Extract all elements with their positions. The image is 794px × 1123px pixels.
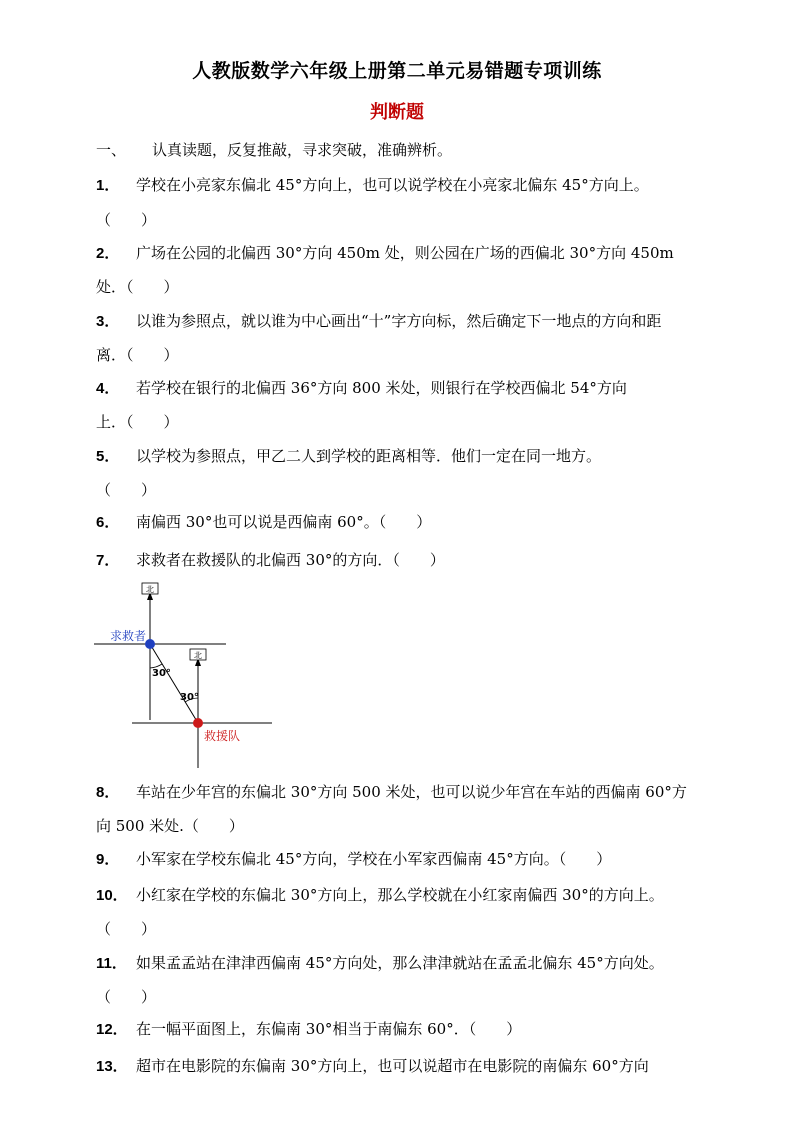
answer-blank-2[interactable]: 处．（ ）: [96, 278, 179, 296]
question-13: [96, 1056, 649, 1077]
rescuee-label: 求救者: [110, 629, 147, 643]
question-number: 4．: [96, 380, 120, 397]
answer-blank-3[interactable]: 离．（ ）: [96, 346, 179, 364]
question-11: [96, 953, 664, 974]
question-number: 2．: [96, 245, 120, 262]
instruction-text: 认真读题，反复推敲，寻求突破，准确辨析。: [152, 141, 453, 159]
team-point: [193, 718, 203, 728]
rescuee-point: [145, 639, 155, 649]
question-2: [96, 243, 674, 264]
section-title: 判断题: [370, 102, 424, 123]
question-12: [96, 1019, 521, 1040]
answer-blank-1[interactable]: （ ）: [96, 211, 157, 229]
question-text: 广场在公园的北偏西 30°方向 450m 处，则公园在广场的西偏北 30°方向 450m: [136, 244, 674, 262]
question-1: [96, 175, 649, 196]
rescuee-north-label: 北: [146, 585, 154, 594]
question-text: 在一幅平面图上，东偏南 30°相当于南偏东 60°．（ ）: [136, 1020, 522, 1038]
question-text: 求救者在救援队的北偏西 30°的方向．（ ）: [136, 551, 445, 569]
question-text: 学校在小亮家东偏北 45°方向上，也可以说学校在小亮家北偏东 45°方向上。: [136, 176, 649, 194]
team-label: 救援队: [204, 729, 241, 743]
instruction-number: 一、: [96, 141, 127, 159]
team-north-label: 北: [194, 651, 202, 660]
question-text: 超市在电影院的东偏南 30°方向上，也可以说超市在电影院的南偏东 60°方向: [136, 1057, 649, 1075]
question-number: 13．: [96, 1058, 128, 1075]
page-title: 人教版数学六年级上册第二单元易错题专项训练: [192, 60, 602, 82]
question-4: [96, 378, 627, 399]
question-number: 11．: [96, 955, 127, 972]
question-number: 5．: [96, 448, 120, 465]
question-text: 以学校为参照点，甲乙二人到学校的距离相等．他们一定在同一地方。: [136, 447, 602, 465]
question-number: 7．: [96, 552, 120, 569]
question-number: 10．: [96, 887, 128, 904]
angle-label-rescuee: 30°: [152, 668, 171, 679]
answer-blank-4[interactable]: 上．（ ）: [96, 413, 179, 431]
question-text: 车站在少年宫的东偏北 30°方向 500 米处，也可以说少年宫在车站的西偏南 60°方: [136, 783, 687, 801]
question-text: 小红家在学校的东偏北 30°方向上，那么学校就在小红家南偏西 30°的方向上。: [136, 886, 664, 904]
question-text: 南偏西 30°也可以说是西偏南 60°。（ ）: [136, 513, 432, 531]
instruction-line: [96, 140, 452, 160]
question-text: 小军家在学校东偏北 45°方向，学校在小军家西偏南 45°方向。（ ）: [136, 850, 612, 868]
question-8: [96, 782, 687, 803]
question-3: [96, 311, 661, 332]
question-number: 8．: [96, 784, 120, 801]
direction-diagram: [92, 580, 277, 770]
question-number: 6．: [96, 514, 120, 531]
answer-blank-8[interactable]: 向 500 米处.（ ）: [96, 817, 244, 835]
question-5: [96, 446, 601, 467]
answer-blank-5[interactable]: （ ）: [96, 481, 157, 499]
question-number: 3．: [96, 313, 120, 330]
answer-blank-10[interactable]: （ ）: [96, 920, 157, 938]
question-text: 如果孟孟站在津津西偏南 45°方向处，那么津津就站在孟孟北偏东 45°方向处。: [136, 954, 664, 972]
question-9: [96, 849, 611, 870]
question-number: 9．: [96, 851, 120, 868]
question-6: [96, 512, 431, 533]
question-number: 1．: [96, 177, 120, 194]
angle-label-team: 30°: [180, 692, 199, 703]
question-text: 以谁为参照点，就以谁为中心画出“十”字方向标，然后确定下一地点的方向和距: [136, 312, 662, 330]
question-number: 12．: [96, 1021, 128, 1038]
answer-blank-11[interactable]: （ ）: [96, 988, 157, 1006]
question-text: 若学校在银行的北偏西 36°方向 800 米处，则银行在学校西偏北 54°方向: [136, 379, 627, 397]
question-7: [96, 550, 445, 571]
question-10: [96, 885, 664, 906]
